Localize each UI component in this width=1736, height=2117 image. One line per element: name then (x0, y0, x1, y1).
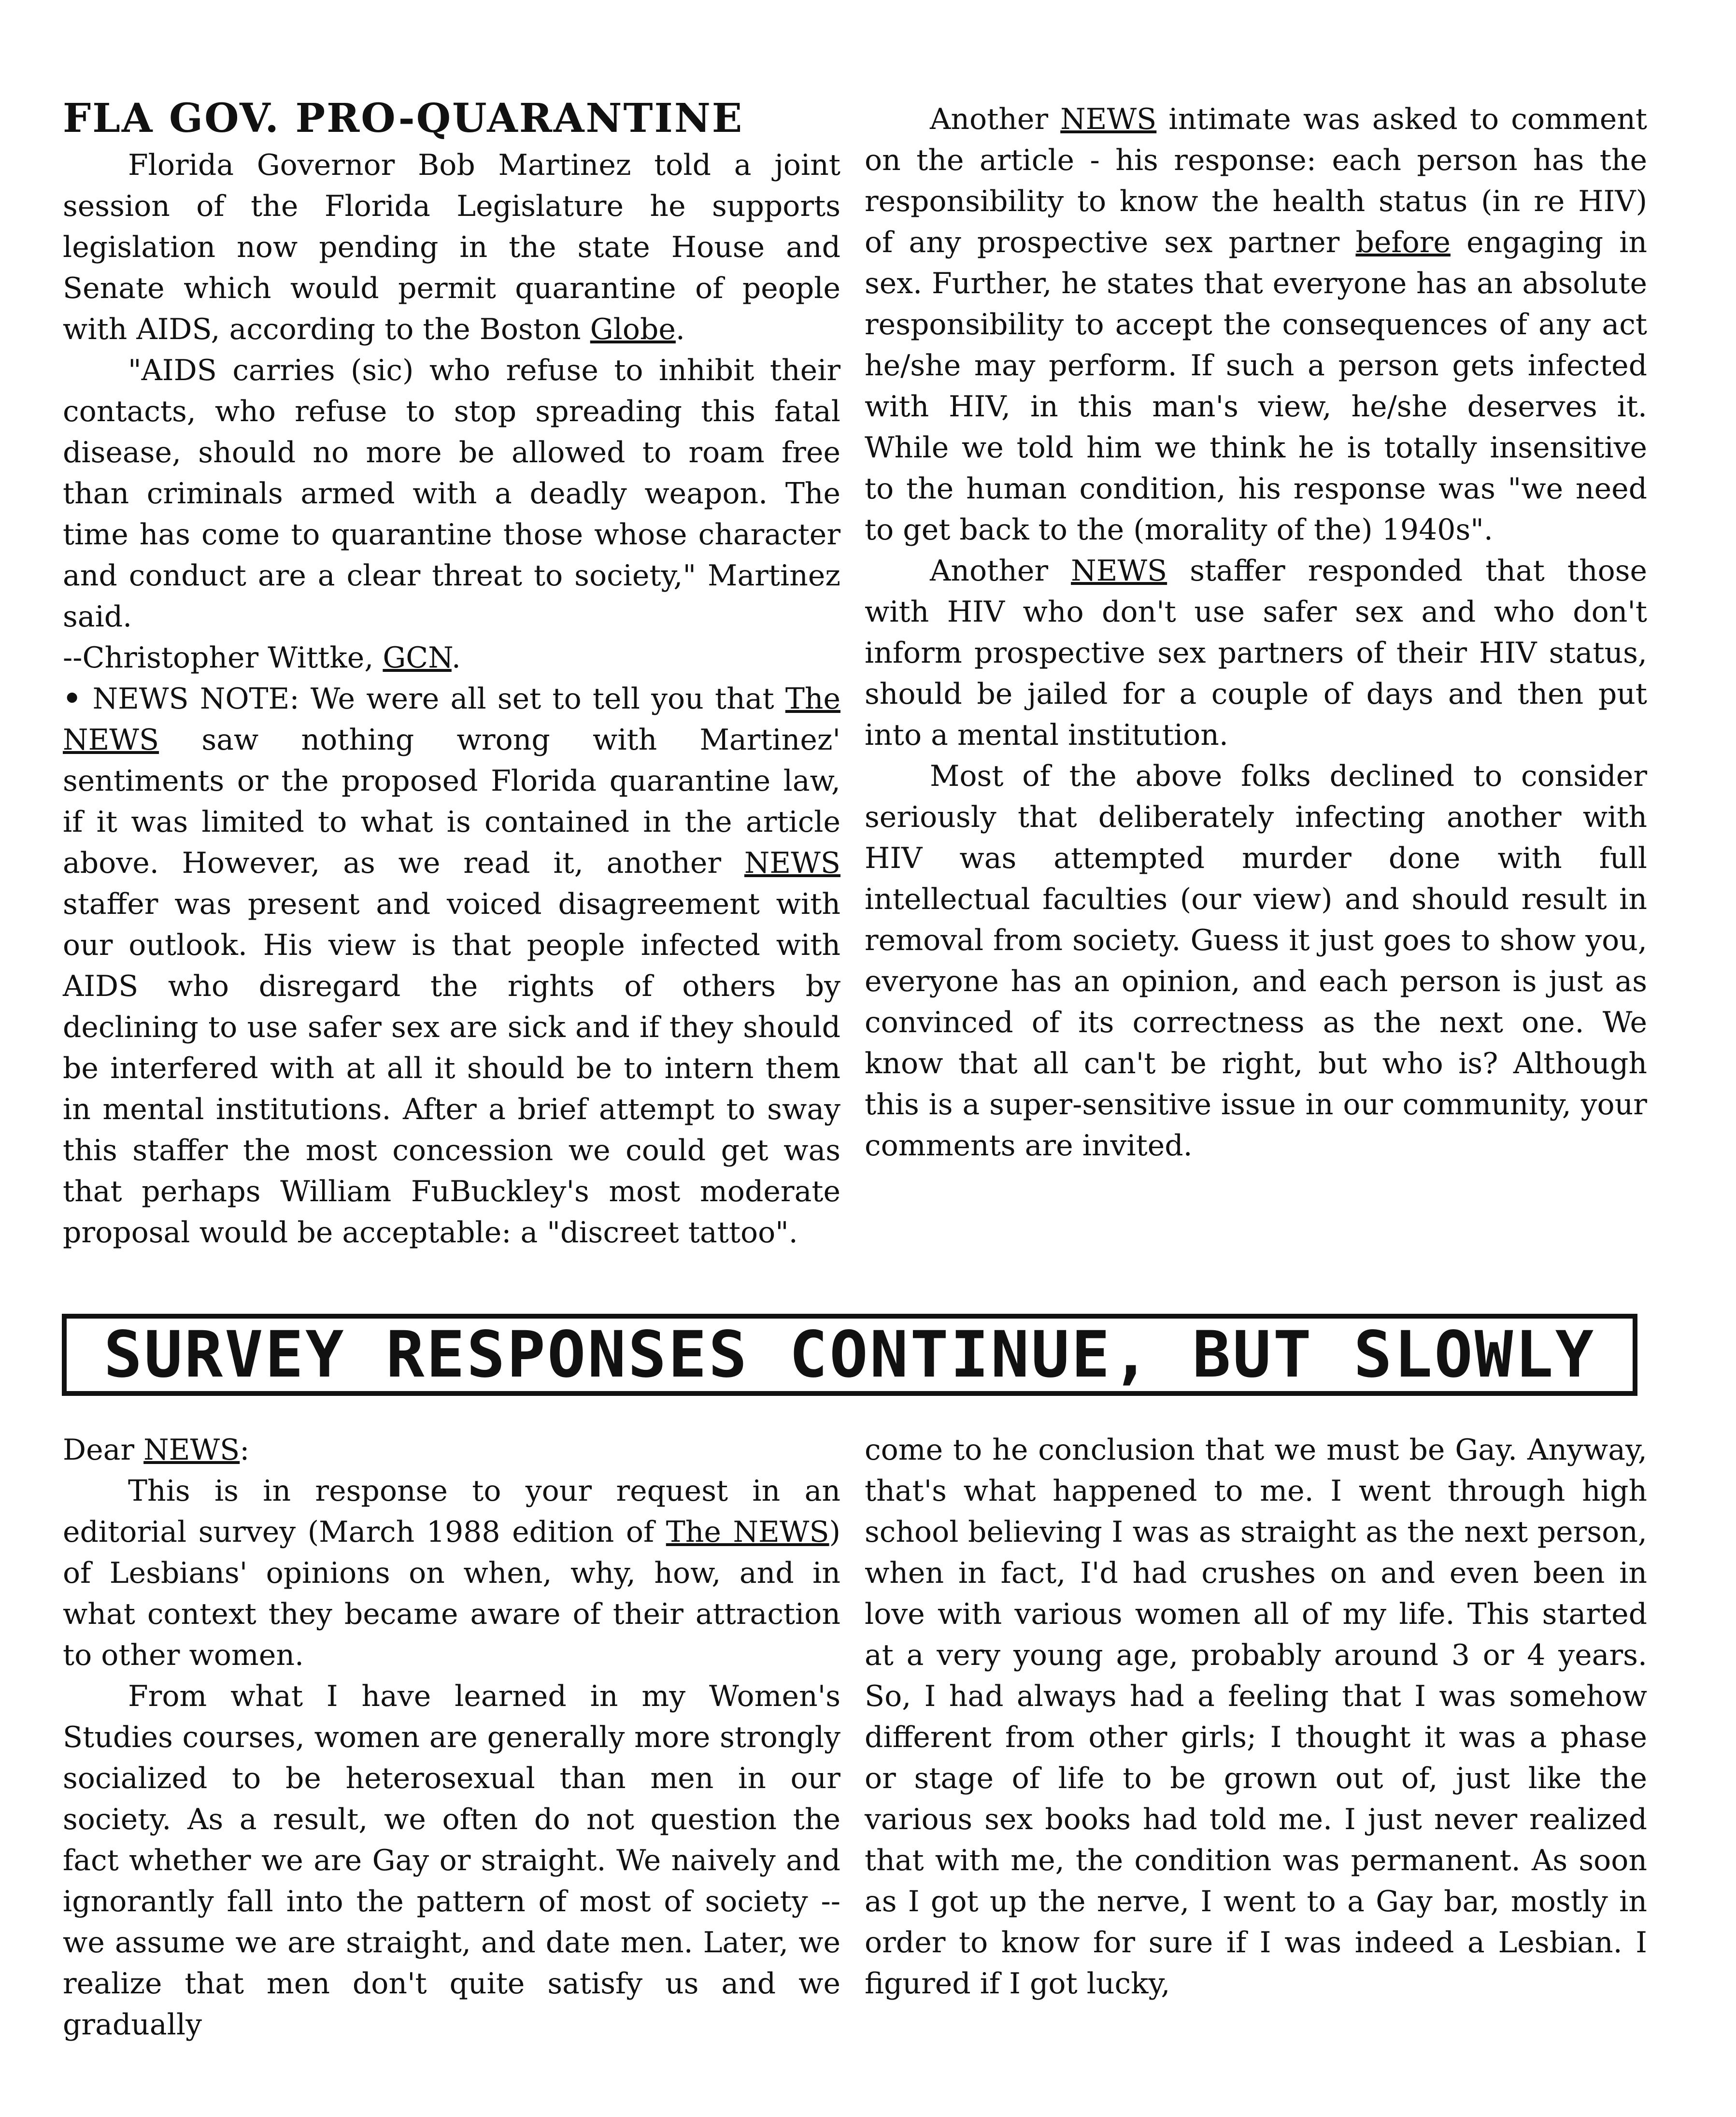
banner-headline: SURVEY RESPONSES CONTINUE, BUT SLOWLY (103, 1318, 1596, 1392)
news-note-text: staffer was present and voiced disagreement with our outlook. His view is that people infected with AIDS who disregard the rights of others by declining to use safer sex are sick and if they should be interfered with at all it should be to intern them in mental institutions. After a brief attempt to sway this staffer the most concession we could get was that perhaps William FuBuckley's most moderate proposal would be acceptable: a "discreet tattoo". (63, 887, 840, 1250)
paragraph: From what I have learned in my Women's Studies courses, women are generally more strongly socialized to be heterosexual than men in our society. As a result, we often do not question the fact whether we are Gay or straight. We naively and ignorantly fall into the pattern of most of society -- we assume we are straight, and date men. Later, we realize that men don't quite satisfy us and we gradually (63, 1679, 840, 2042)
publication-name: NEWS (1071, 554, 1167, 588)
paragraph-text: Florida Governor Bob Martinez told a joint session of the Florida Legislature he supports legislation now pending in the state House and Senate which would permit quarantine of people with AIDS, according to the Boston (63, 148, 840, 346)
paragraph-text: staffer responded that those with HIV who don't use safer sex and who don't inform prospective sex partners of their HIV status, should be jailed for a couple of days and then put into a mental institution. (865, 554, 1648, 752)
paragraph-text: engaging in sex. Further, he states that everyone has an absolute responsibility to accept the consequences of any act he/she may perform. If such a person gets infected with HIV, in this man's view, he/she deserves it. While we told him we think he is totally insensitive to the human condition, his response was "we need to get back to the (morality of the) 1940s". (865, 226, 1648, 547)
survey-headline-banner (62, 1314, 1637, 1396)
salutation (63, 1430, 840, 1471)
publication-name: The NEWS (63, 682, 840, 757)
publication-name: NEWS (744, 846, 840, 880)
paragraph-text: This is in response to your request in an editorial survey (March 1988 edition of (63, 1474, 840, 1549)
news-note-text: saw nothing wrong with Martinez' sentiments or the proposed Florida quarantine law, if it was limited to what is contained in the article above. However, as we read it, another (63, 723, 840, 880)
paragraph-text: ) of Lesbians' opinions on when, why, how, and in what context they became aware of their attraction to other women. (63, 1515, 840, 1672)
paragraph-text: Another (930, 102, 1049, 136)
byline (63, 638, 840, 679)
publication-name: NEWS (143, 1433, 240, 1467)
publication-name: NEWS (1060, 102, 1157, 136)
emphasis-before: before (1355, 226, 1451, 259)
publication-name: The NEWS (666, 1515, 829, 1549)
paragraph: come to he conclusion that we must be Gay. Anyway, that's what happened to me. I went through high school believing I was as straight as the next person, when in fact, I'd had crushes on and even been in love with various women all of my life. This started at a very young age, probably around 3 or 4 years. So, I had always had a feeling that I was somehow different from other girls; I thought it was a phase or stage of life to be grown out of, just like the various sex books had told me. I just never realized that with me, the condition was permanent. As soon as I got up the nerve, I went to a Gay bar, mostly in order to know for sure if I was indeed a Lesbian. I figured if I got lucky, (865, 1433, 1647, 2001)
paragraph-text: Another (930, 554, 1049, 588)
paragraph-text: intimate was asked to comment on the article - his response: each person has the responsibility to know the health status (in re HIV) of any prospective sex partner (865, 102, 1648, 259)
paragraph (63, 1471, 840, 1676)
article-quarantine-column-1 (63, 92, 840, 1253)
paragraph (865, 99, 1647, 551)
bullet-icon: • (63, 682, 82, 716)
news-note (63, 679, 840, 1253)
byline-source: GCN (383, 641, 452, 675)
article-title: FLA GOV. PRO-QUARANTINE (63, 95, 744, 142)
paragraph (865, 551, 1647, 756)
paragraph: Most of the above folks declined to consider seriously that deliberately infecting another with HIV was attempted murder done with full intellectual faculties (our view) and should result in removal from society. Guess it just goes to show you, everyone has an opinion, and each person is just as convinced of its correctness as the next one. We know that all can't be right, but who is? Although this is a super-sensitive issue in our community, your comments are invited. (865, 759, 1647, 1163)
article-quarantine-column-2 (865, 99, 1647, 1166)
salutation-text: Dear (63, 1433, 135, 1467)
news-note-text: NEWS NOTE: We were all set to tell you that (92, 682, 774, 716)
punctuation: . (451, 641, 461, 675)
byline-author: --Christopher Wittke, (63, 641, 374, 675)
letter-column-1 (63, 1430, 840, 2046)
quote-paragraph: "AIDS carries (sic) who refuse to inhibit their contacts, who refuse to stop spreading this fatal disease, should no more be allowed to roam free than criminals armed with a deadly weapon. The time has come to quarantine those whose character and conduct are a clear threat to society," Martinez said. (63, 354, 840, 634)
letter-column-2 (865, 1430, 1647, 2004)
punctuation: : (240, 1433, 250, 1467)
paragraph (63, 145, 840, 350)
source-globe: Globe (590, 313, 676, 346)
punctuation: . (675, 313, 685, 346)
